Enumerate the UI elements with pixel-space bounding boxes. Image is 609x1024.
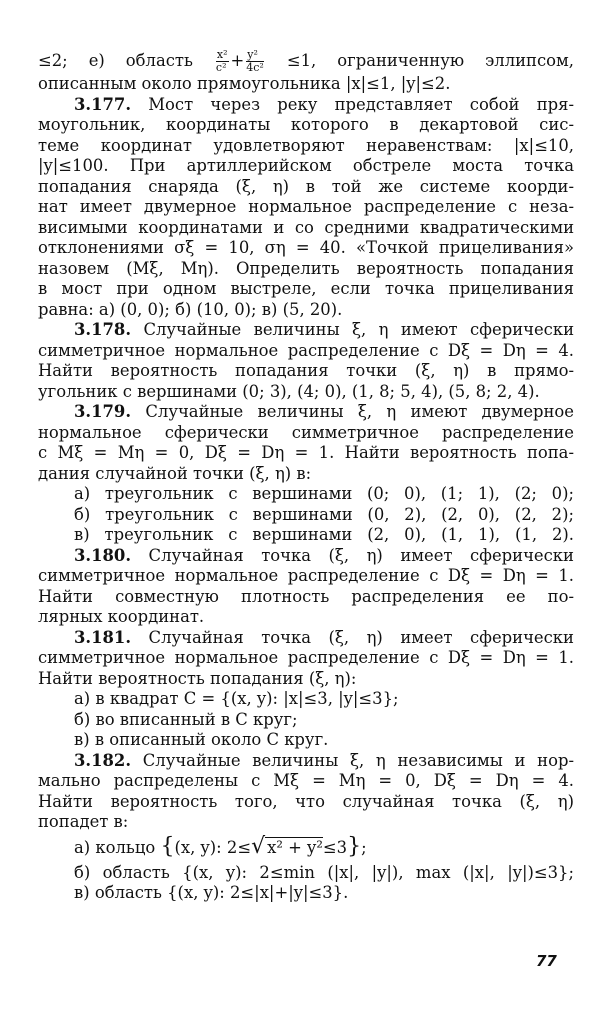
problem-first-line <box>38 95 574 116</box>
problem-number: 3.177. <box>74 94 132 114</box>
problem-number: 3.181. <box>74 627 132 647</box>
problem-text-line: попадет в: <box>38 812 129 831</box>
continuation-text-a: ≤2; е) область <box>38 51 193 70</box>
problem-text-line: Случайные величины ξ, η имеют двумерное <box>145 402 574 421</box>
fraction-y-denominator: 4c² <box>246 61 264 74</box>
sqrt-sign: √ <box>251 833 266 859</box>
problem-item-ring <box>38 833 574 863</box>
problem-number: 3.179. <box>74 402 132 421</box>
problem-text-line: нат имеет двумерное нормальное распределение с неза- <box>38 197 574 216</box>
fraction-x <box>216 49 229 74</box>
problem-text-line: Найти вероятность того, что случайная точка (ξ, η) <box>38 791 574 811</box>
problem-text-line: в мост при одном выстреле, если точка прицеливания <box>38 279 574 298</box>
item-end: ; <box>361 837 367 857</box>
problem-number: 3.178. <box>74 320 132 339</box>
problem-text-line: равна: а) (0, 0); б) (10, 0); в) (5, 20). <box>38 299 343 319</box>
fraction-x-numerator: x² <box>216 48 228 61</box>
problem-item: б) во вписанный в C круг; <box>74 709 298 729</box>
right-brace: } <box>347 833 362 859</box>
problem-text-line: Найти вероятность попадания точки (ξ, η) в прямо- <box>38 361 574 380</box>
document-page <box>38 48 574 904</box>
problem-text-line: отклонениями σξ = 10, ση = 40. «Точкой прицеливания» <box>38 238 574 257</box>
problem-text-line: висимыми координатами и со средними квадратическими <box>38 217 574 237</box>
left-brace: { <box>160 833 175 859</box>
sqrt-radicand: x² + y² <box>267 837 323 857</box>
problem-text-line: моугольник, координаты которого в декартовой сис- <box>38 115 574 134</box>
problem-3-182 <box>38 751 574 904</box>
ring-upper-bound: ≤3 <box>322 837 348 857</box>
problem-number: 3.182. <box>74 750 132 770</box>
continuation-line-2: описанным около прямоугольника |x|≤1, |y|≤2. <box>38 74 451 93</box>
problem-text-line: Случайная точка (ξ, η) имеет сферически <box>148 545 574 565</box>
problem-first-line <box>38 628 574 649</box>
continuation-line <box>38 48 574 74</box>
problem-3-178 <box>38 320 574 402</box>
fraction-y-numerator: y² <box>246 49 264 62</box>
problem-number: 3.180. <box>74 545 132 565</box>
problem-3-179 <box>38 402 574 546</box>
problem-text-line: Мост через реку представляет собой пря- <box>148 94 574 114</box>
problem-3-177 <box>38 95 574 321</box>
problem-text-line: дания случайной точки (ξ, η) в: <box>38 463 312 483</box>
problem-text-line: угольник с вершинами (0; 3), (4; 0), (1, 8; 5, 4), (5, 8; 2, 4). <box>38 381 540 401</box>
problem-text-line: нормальное сферически симметричное распределение <box>38 422 574 442</box>
problem-text-line: мально распределены с Mξ = Mη = 0, Dξ = Dη = 4. <box>38 771 574 790</box>
problem-item: в) в описанный около C круг. <box>74 730 329 749</box>
problem-first-line <box>38 751 574 772</box>
problem-text-line: |y|≤100. При артиллерийском обстреле моста точка <box>38 156 574 175</box>
problem-first-line <box>38 320 574 341</box>
page-number: 77 <box>536 952 557 970</box>
problem-item: в) треугольник с вершинами (2, 0), (1, 1), (1, 2). <box>74 525 574 544</box>
problem-text-line: Найти совместную плотность распределения ее по- <box>38 586 574 606</box>
problem-text-line: симметричное нормальное распределение с Dξ = Dη = 1. <box>38 566 574 585</box>
problem-item: а) в квадрат C = {(x, y): |x|≤3, |y|≤3}; <box>74 689 399 708</box>
problem-text-line: попадания снаряда (ξ, η) в той же системе коорди- <box>38 176 574 196</box>
problem-3-180 <box>38 546 574 628</box>
plus-sign: + <box>230 51 245 70</box>
problem-text-line: Случайные величины ξ, η имеют сферически <box>143 320 574 339</box>
problem-first-line <box>38 546 574 567</box>
problem-3-181 <box>38 628 574 751</box>
problem-text-line: назовем (Mξ, Mη). Определить вероятность попадания <box>38 258 574 278</box>
problem-item: б) область {(x, y): 2≤min (|x|, |y|), max (|x|, |y|)≤3}; <box>74 862 574 882</box>
problem-text-line: лярных координат. <box>38 607 205 626</box>
problem-text-line: Случайные величины ξ, η независимы и нор- <box>142 750 574 770</box>
problem-text-line: симметричное нормальное распределение с Dξ = Dη = 4. <box>38 340 574 360</box>
fraction-x-denominator: c² <box>215 61 227 74</box>
problem-text-line: Найти вероятность попадания (ξ, η): <box>38 668 357 688</box>
problem-item: б) треугольник с вершинами (0, 2), (2, 0), (2, 2); <box>74 504 574 524</box>
ring-condition: (x, y): 2≤ <box>174 837 252 857</box>
problem-text-line: Случайная точка (ξ, η) имеет сферически <box>148 627 574 647</box>
problem-text-line: с Mξ = Mη = 0, Dξ = Dη = 1. Найти вероятность попа- <box>38 443 574 462</box>
item-prefix: а) кольцо <box>74 837 156 857</box>
problem-item: а) треугольник с вершинами (0; 0), (1; 1), (2; 0); <box>74 484 574 503</box>
fraction-y <box>246 49 264 74</box>
problem-first-line <box>38 402 574 423</box>
continuation-text-b: ≤1, ограниченную эллипсом, <box>286 51 574 70</box>
problem-text-line: симметричное нормальное распределение с Dξ = Dη = 1. <box>38 648 574 667</box>
problem-item: в) область {(x, y): 2≤|x|+|y|≤3}. <box>74 883 349 902</box>
problem-text-line: теме координат удовлетворяют неравенствам: |x|≤10, <box>38 135 574 155</box>
